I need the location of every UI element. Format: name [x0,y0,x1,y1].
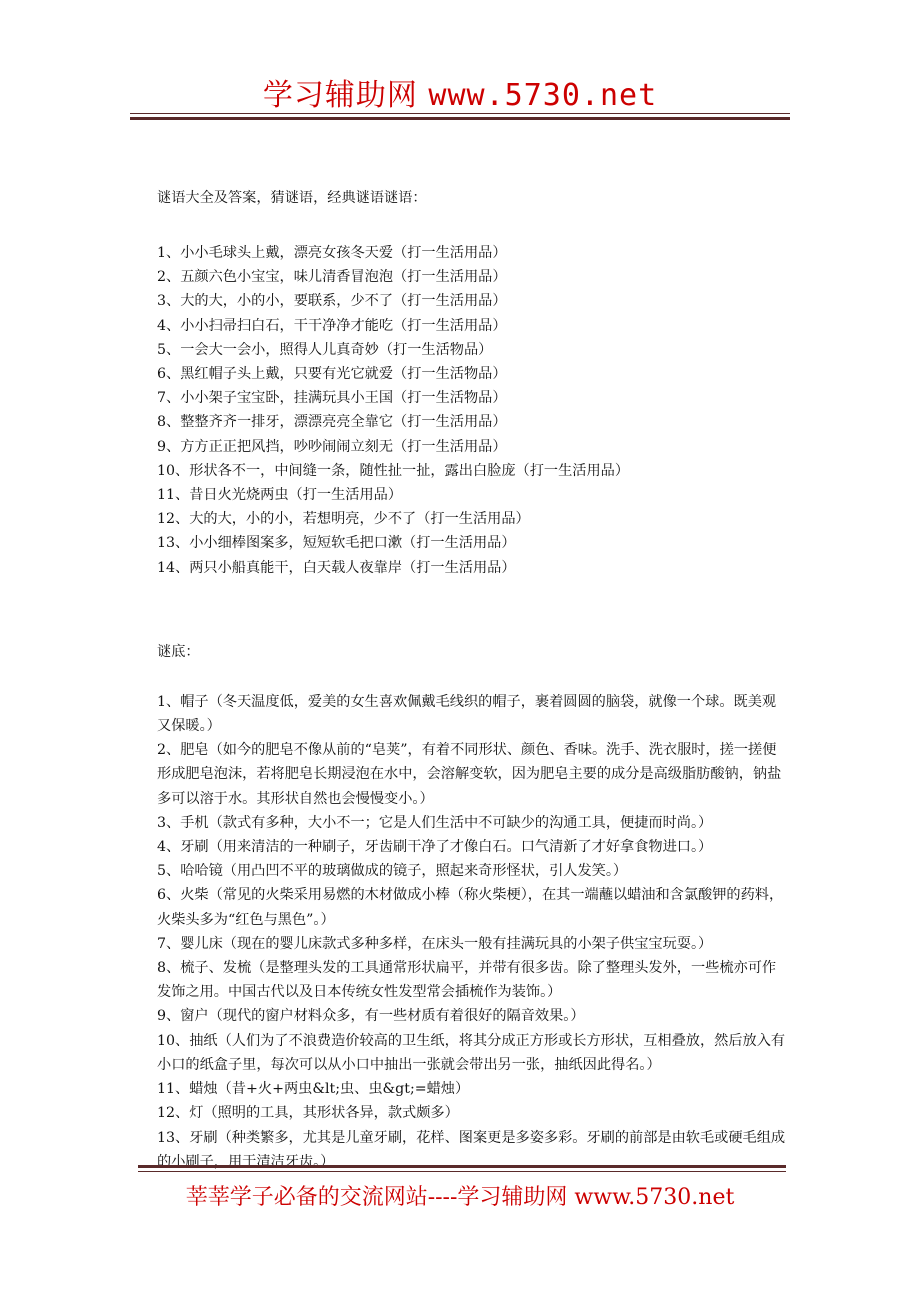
answer-item: 8、梳子、发梳（是整理头发的工具通常形状扁平，并带有很多齿。除了整理头发外，一些梳亦可作发饰之用。中国古代以及日本传统女性发型常会插梳作为装饰。） [157,960,777,1001]
header-url: www.5730.net [428,78,658,113]
answer-item: 6、火柴（常见的火柴采用易燃的木材做成小棒（称火柴梗），在其一端蘸以蜡油和含氯酸钾的药料，火柴头多为“红色与黑色”。） [157,887,784,928]
riddle-item: 5、一会大一会小，照得人儿真奇妙（打一生活物品） [157,341,493,358]
riddle-item: 7、小小架子宝宝卧，挂满玩具小王国（打一生活物品） [157,390,507,407]
riddle-item: 10、形状各不一，中间缝一条，随性扯一扯，露出白脸庞（打一生活用品） [157,462,630,479]
header-rule-thin [130,113,790,114]
footer-rule-thick [138,1165,786,1168]
riddle-item: 12、大的大，小的小，若想明亮，少不了（打一生活用品） [157,511,530,528]
answer-item: 13、牙刷（种类繁多，尤其是儿童牙刷，花样、图案更是多姿多彩。牙刷的前部是由软毛或硬毛组成的小刷子，用于清洁牙齿。） [157,1129,786,1170]
riddle-item: 4、小小扫帚扫白石，干干净净才能吃（打一生活用品） [157,317,507,334]
answer-list [157,690,787,1174]
intro-text: 谜语大全及答案，猜谜语，经典谜语谜语： [157,190,427,206]
answer-item: 10、抽纸（人们为了不浪费造价较高的卫生纸，将其分成正方形或长方形状，互相叠放，然后放入有小口的纸盒子里，每次可以从小口中抽出一张就会带出另一张，抽纸因此得名。） [157,1032,786,1073]
footer-rule-thin [138,1171,786,1172]
riddle-item: 9、方方正正把风挡，吵吵闹闹立刻无（打一生活用品） [157,438,507,455]
answer-item: 5、哈哈镜（用凸凹不平的玻璃做成的镜子，照起来奇形怪状，引人发笑。） [157,863,628,880]
answer-item: 2、肥皂（如今的肥皂不像从前的“皂荚”，有着不同形状、颜色、香味。洗手、洗衣服时，搓一搓便形成肥皂泡沫，若将肥皂长期浸泡在水中，会溶解变软，因为肥皂主要的成分是高级脂肪酸钠，钠盐多可以溶于水。其形状自然也会慢慢变小。） [157,742,782,807]
riddle-item: 8、整整齐齐一排牙，漂漂亮亮全靠它（打一生活用品） [157,414,507,431]
riddle-item: 6、黑红帽子头上戴，只要有光它就爱（打一生活物品） [157,366,507,383]
header-site-name: 学习辅助网 [262,78,418,113]
riddle-item: 3、大的大，小的小，要联系，少不了（打一生活用品） [157,293,507,310]
header-rule-thick [130,117,790,120]
answer-item: 4、牙刷（用来清洁的一种刷子，牙齿刷干净了才像白石。口气清新了才好拿食物进口。） [157,839,713,856]
riddle-item: 1、小小毛球头上戴，漂亮女孩冬天爱（打一生活用品） [157,245,507,261]
document-body [157,186,787,1174]
answer-item: 9、窗户（现代的窗户材料众多，有一些材质有着很好的隔音效果。） [157,1008,585,1025]
answer-item: 7、婴儿床（现在的婴儿床款式多种多样，在床头一般有挂满玩具的小架子供宝宝玩耍。） [157,935,713,952]
page-header [0,70,920,114]
riddle-item: 11、昔日火光烧两虫（打一生活用品） [157,487,403,504]
page-footer: 莘莘学子必备的交流网站----学习辅助网 www.5730.net [185,1185,735,1210]
riddle-list [157,241,787,580]
answers-heading: 谜底： [157,643,200,660]
riddle-item: 13、小小细棒图案多，短短软毛把口漱（打一生活用品） [157,535,516,552]
riddle-item: 2、五颜六色小宝宝，味儿清香冒泡泡（打一生活用品） [157,269,507,286]
answer-item: 3、手机（款式有多种，大小不一；它是人们生活中不可缺少的沟通工具，便捷而时尚。） [157,814,713,831]
answer-item: 11、蜡烛（昔+火+两虫&lt;虫、虫&gt;=蜡烛） [157,1081,470,1098]
answer-item: 1、帽子（冬天温度低，爱美的女生喜欢佩戴毛线织的帽子，裹着圆圆的脑袋，就像一个球。既美观又保暖。） [157,693,777,735]
answer-item: 12、灯（照明的工具，其形状各异，款式颇多） [157,1105,459,1122]
riddle-item: 14、两只小船真能干，白天载人夜靠岸（打一生活用品） [157,559,516,576]
